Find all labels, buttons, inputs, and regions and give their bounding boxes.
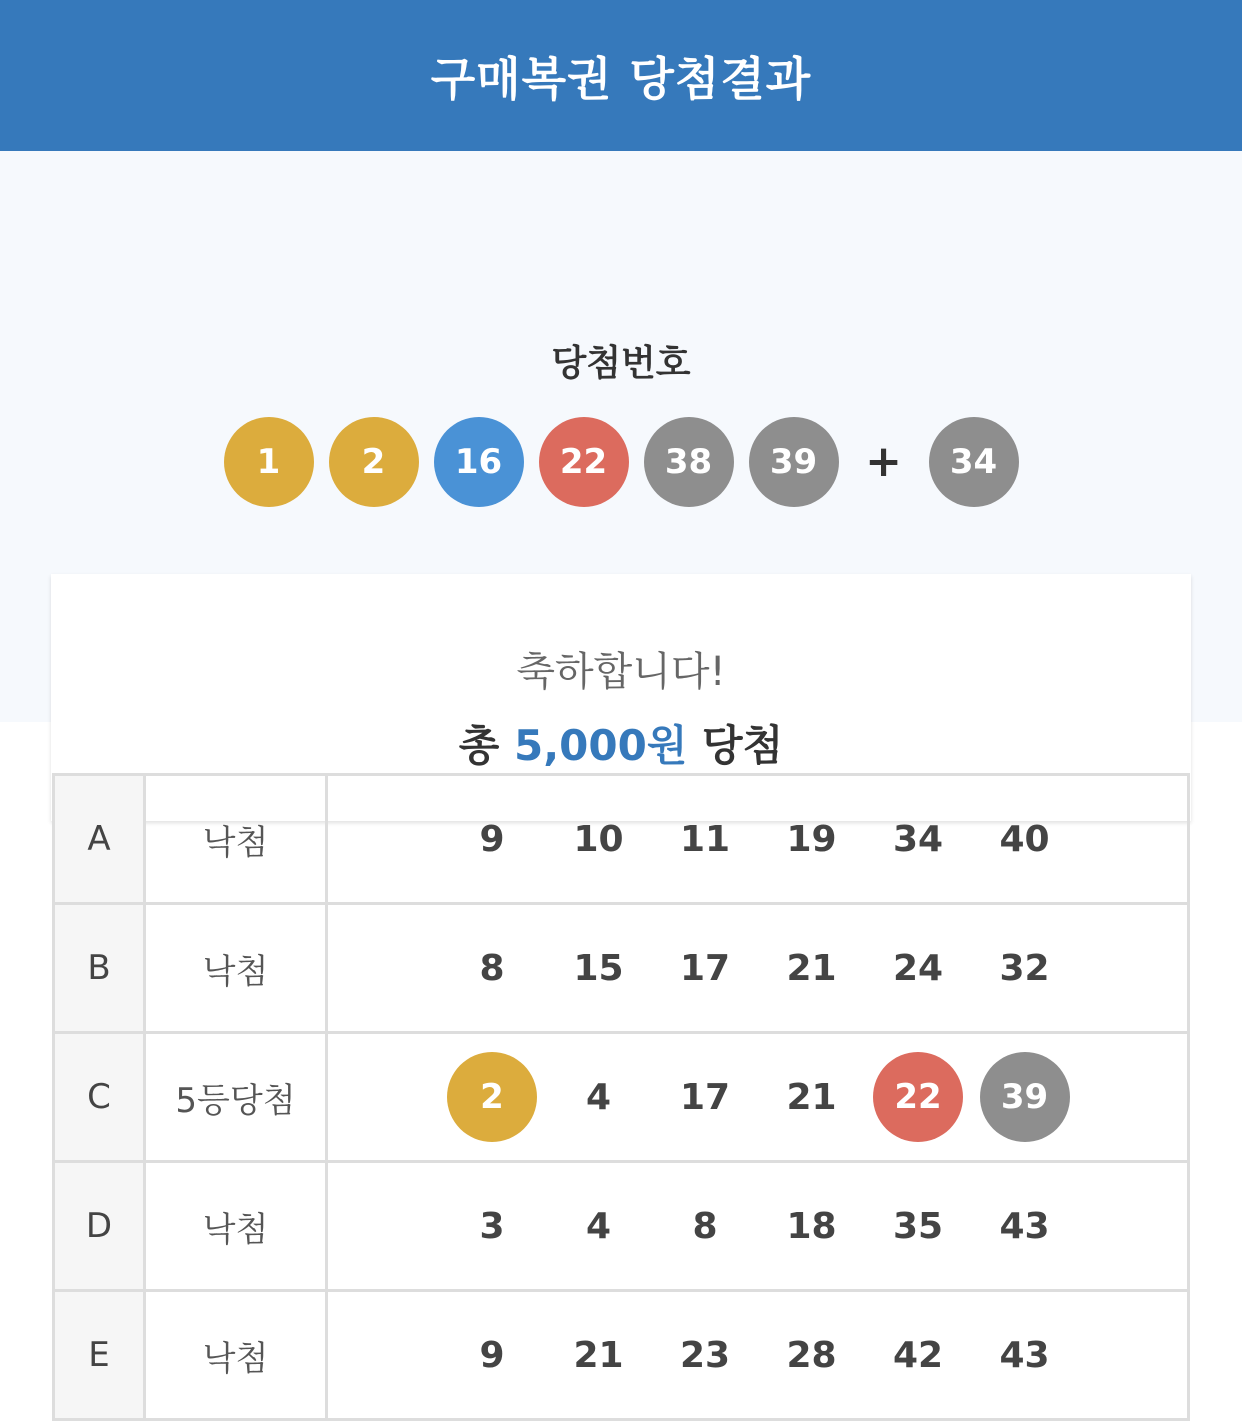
winning-ball: 39 bbox=[749, 417, 839, 507]
ticket-number: 8 bbox=[692, 1205, 718, 1247]
ticket-numbers-list bbox=[447, 794, 1187, 884]
ticket-numbers bbox=[327, 1033, 1189, 1162]
ticket-row bbox=[54, 1291, 1189, 1420]
total-amount: 5,000원 bbox=[514, 721, 688, 770]
header-bar bbox=[0, 0, 1242, 151]
winning-summary bbox=[0, 151, 1242, 770]
bonus-ball: 34 bbox=[929, 417, 1019, 507]
ticket-number: 8 bbox=[479, 947, 505, 989]
ticket-number-matched: 39 bbox=[980, 1052, 1070, 1142]
ticket-numbers-list bbox=[447, 1310, 1187, 1400]
total-suffix: 당첨 bbox=[702, 721, 784, 770]
ticket-number-matched: 2 bbox=[447, 1052, 537, 1142]
congrats-message: 축하합니다! bbox=[516, 649, 726, 695]
ticket-number: 11 bbox=[679, 818, 731, 860]
ticket-number: 15 bbox=[573, 947, 624, 989]
total-prefix: 총 bbox=[458, 721, 500, 770]
ticket-number: 40 bbox=[999, 818, 1050, 860]
ticket-result: 낙첨 bbox=[145, 775, 327, 904]
ticket-number: 28 bbox=[786, 1334, 837, 1376]
ticket-number: 21 bbox=[786, 1076, 837, 1118]
ticket-number: 43 bbox=[999, 1205, 1050, 1247]
page-title: 구매복권 당첨결과 bbox=[430, 51, 812, 106]
ticket-number: 17 bbox=[679, 947, 731, 989]
ticket-result: 5등당첨 bbox=[145, 1033, 327, 1162]
ticket-number: 23 bbox=[679, 1334, 731, 1376]
ticket-number: 24 bbox=[892, 947, 944, 989]
ticket-number-matched: 22 bbox=[873, 1052, 963, 1142]
ticket-numbers-list bbox=[447, 923, 1187, 1013]
ticket-numbers-list bbox=[447, 1181, 1187, 1271]
winning-ball: 22 bbox=[539, 417, 629, 507]
ticket-row bbox=[54, 904, 1189, 1033]
ticket-letter: D bbox=[54, 1162, 145, 1291]
ticket-number: 10 bbox=[573, 818, 624, 860]
ticket-result: 낙첨 bbox=[145, 1162, 327, 1291]
ticket-number: 3 bbox=[479, 1205, 505, 1247]
ticket-letter: E bbox=[54, 1291, 145, 1420]
ticket-numbers bbox=[327, 775, 1189, 904]
ticket-row bbox=[54, 1033, 1189, 1162]
ticket-numbers bbox=[327, 1291, 1189, 1420]
winning-ball: 16 bbox=[434, 417, 524, 507]
plus-sign: + bbox=[865, 436, 902, 487]
winning-ball: 2 bbox=[329, 417, 419, 507]
ticket-number: 19 bbox=[786, 818, 837, 860]
ticket-number: 9 bbox=[479, 1334, 505, 1376]
ticket-table bbox=[52, 773, 1190, 1421]
ticket-numbers bbox=[327, 904, 1189, 1033]
ticket-letter: A bbox=[54, 775, 145, 904]
ticket-row bbox=[54, 775, 1189, 904]
ticket-letter: B bbox=[54, 904, 145, 1033]
ticket-number: 4 bbox=[585, 1076, 612, 1118]
ticket-number: 9 bbox=[479, 818, 505, 860]
ticket-number: 17 bbox=[679, 1076, 731, 1118]
ticket-letter: C bbox=[54, 1033, 145, 1162]
ticket-number: 21 bbox=[786, 947, 837, 989]
ticket-number: 35 bbox=[892, 1205, 944, 1247]
ticket-result: 낙첨 bbox=[145, 904, 327, 1033]
total-prize bbox=[51, 713, 1191, 773]
ticket-number: 21 bbox=[573, 1334, 624, 1376]
ticket-row bbox=[54, 1162, 1189, 1291]
winning-numbers bbox=[0, 417, 1242, 507]
ticket-result: 낙첨 bbox=[145, 1291, 327, 1420]
ticket-number: 43 bbox=[999, 1334, 1050, 1376]
ticket-number: 42 bbox=[892, 1334, 944, 1376]
ticket-number: 4 bbox=[585, 1205, 612, 1247]
ticket-numbers bbox=[327, 1162, 1189, 1291]
ticket-number: 32 bbox=[999, 947, 1050, 989]
winning-ball: 1 bbox=[224, 417, 314, 507]
winning-numbers-label: 당첨번호 bbox=[551, 343, 691, 384]
winning-ball: 38 bbox=[644, 417, 734, 507]
ticket-number: 18 bbox=[786, 1205, 837, 1247]
ticket-numbers-list bbox=[447, 1052, 1187, 1142]
ticket-number: 34 bbox=[892, 818, 944, 860]
